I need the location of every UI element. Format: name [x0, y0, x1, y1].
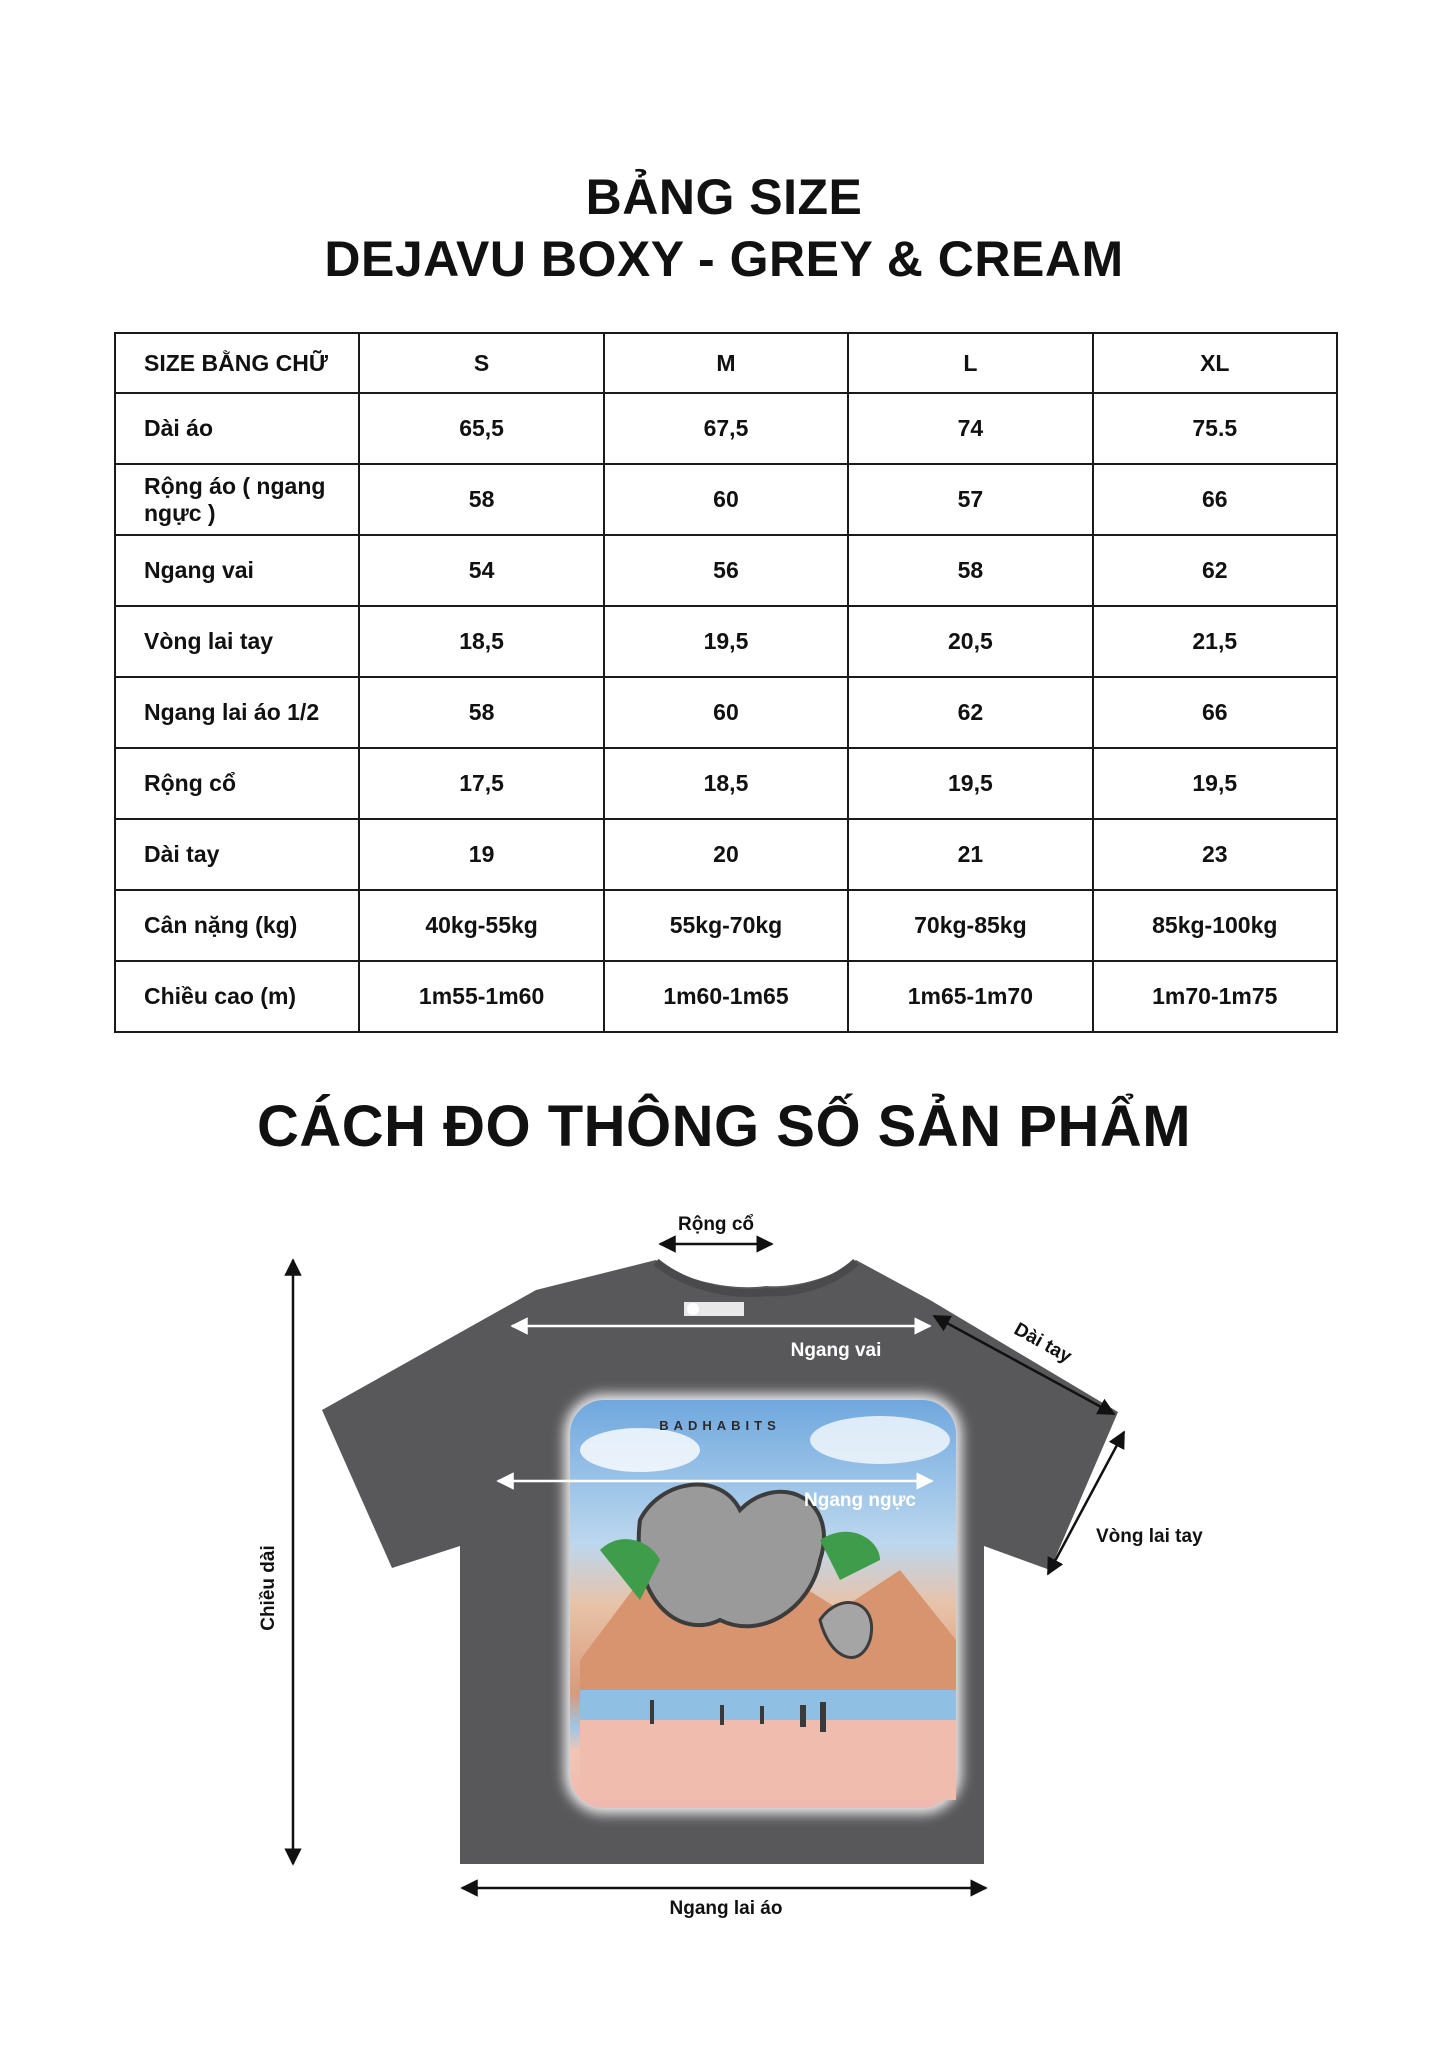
sleeve-length-label: Dài tay — [1010, 1318, 1076, 1368]
table-cell: 67,5 — [604, 393, 848, 464]
table-cell: 60 — [604, 677, 848, 748]
table-header-cell: M — [604, 333, 848, 393]
table-cell: 55kg-70kg — [604, 890, 848, 961]
table-cell: 18,5 — [359, 606, 603, 677]
table-cell: 19,5 — [1093, 748, 1337, 819]
table-cell: 58 — [848, 535, 1092, 606]
table-cell: 20,5 — [848, 606, 1092, 677]
table-header-cell: L — [848, 333, 1092, 393]
table-cell: 1m65-1m70 — [848, 961, 1092, 1032]
neck-width-label: Rộng cổ — [678, 1214, 754, 1235]
table-cell: Ngang lai áo 1/2 — [115, 677, 359, 748]
table-cell: 40kg-55kg — [359, 890, 603, 961]
table-cell: 54 — [359, 535, 603, 606]
table-cell: Rộng cổ — [115, 748, 359, 819]
table-cell: Vòng lai tay — [115, 606, 359, 677]
table-cell: 62 — [848, 677, 1092, 748]
table-cell: Rộng áo ( ngang ngực ) — [115, 464, 359, 535]
table-cell: 58 — [359, 677, 603, 748]
product-name-title: DEJAVU BOXY - GREY & CREAM — [324, 231, 1124, 287]
table-cell: 19,5 — [604, 606, 848, 677]
table-cell: 57 — [848, 464, 1092, 535]
table-cell: Dài tay — [115, 819, 359, 890]
shirt-graphic — [564, 1394, 962, 1814]
table-cell: 58 — [359, 464, 603, 535]
table-cell: Ngang vai — [115, 535, 359, 606]
table-cell: Dài áo — [115, 393, 359, 464]
size-chart-title: BẢNG SIZE — [585, 169, 863, 225]
table-cell: 1m70-1m75 — [1093, 961, 1337, 1032]
table-cell: 1m55-1m60 — [359, 961, 603, 1032]
table-cell: Cân nặng (kg) — [115, 890, 359, 961]
chest-width-label: Ngang ngực — [804, 1490, 916, 1511]
table-cell: 74 — [848, 393, 1092, 464]
table-header-cell: XL — [1093, 333, 1337, 393]
table-cell: 85kg-100kg — [1093, 890, 1337, 961]
tag-logo-icon — [687, 1303, 699, 1315]
table-cell: 21,5 — [1093, 606, 1337, 677]
hem-width-label: Ngang lai áo — [669, 1898, 783, 1919]
table-cell: 62 — [1093, 535, 1337, 606]
table-header-cell: S — [359, 333, 603, 393]
table-cell: 19,5 — [848, 748, 1092, 819]
table-cell: 19 — [359, 819, 603, 890]
table-cell: 70kg-85kg — [848, 890, 1092, 961]
table-cell: 66 — [1093, 677, 1337, 748]
table-cell: Chiều cao (m) — [115, 961, 359, 1032]
table-cell: 75.5 — [1093, 393, 1337, 464]
table-cell: 17,5 — [359, 748, 603, 819]
table-cell: 23 — [1093, 819, 1337, 890]
table-cell: 60 — [604, 464, 848, 535]
table-cell: 20 — [604, 819, 848, 890]
table-cell: 1m60-1m65 — [604, 961, 848, 1032]
table-cell: 18,5 — [604, 748, 848, 819]
body-length-label: Chiều dài — [258, 1545, 279, 1631]
table-cell: 65,5 — [359, 393, 603, 464]
table-cell: 21 — [848, 819, 1092, 890]
sleeve-opening-label: Vòng lai tay — [1096, 1526, 1203, 1547]
table-header-cell: SIZE BẰNG CHỮ — [115, 333, 359, 393]
print-brand-text: BADHABITS — [659, 1418, 781, 1433]
shoulder-width-label: Ngang vai — [790, 1340, 882, 1361]
table-cell: 66 — [1093, 464, 1337, 535]
table-cell: 56 — [604, 535, 848, 606]
measurement-guide-title: CÁCH ĐO THÔNG SỐ SẢN PHẨM — [256, 1094, 1192, 1159]
